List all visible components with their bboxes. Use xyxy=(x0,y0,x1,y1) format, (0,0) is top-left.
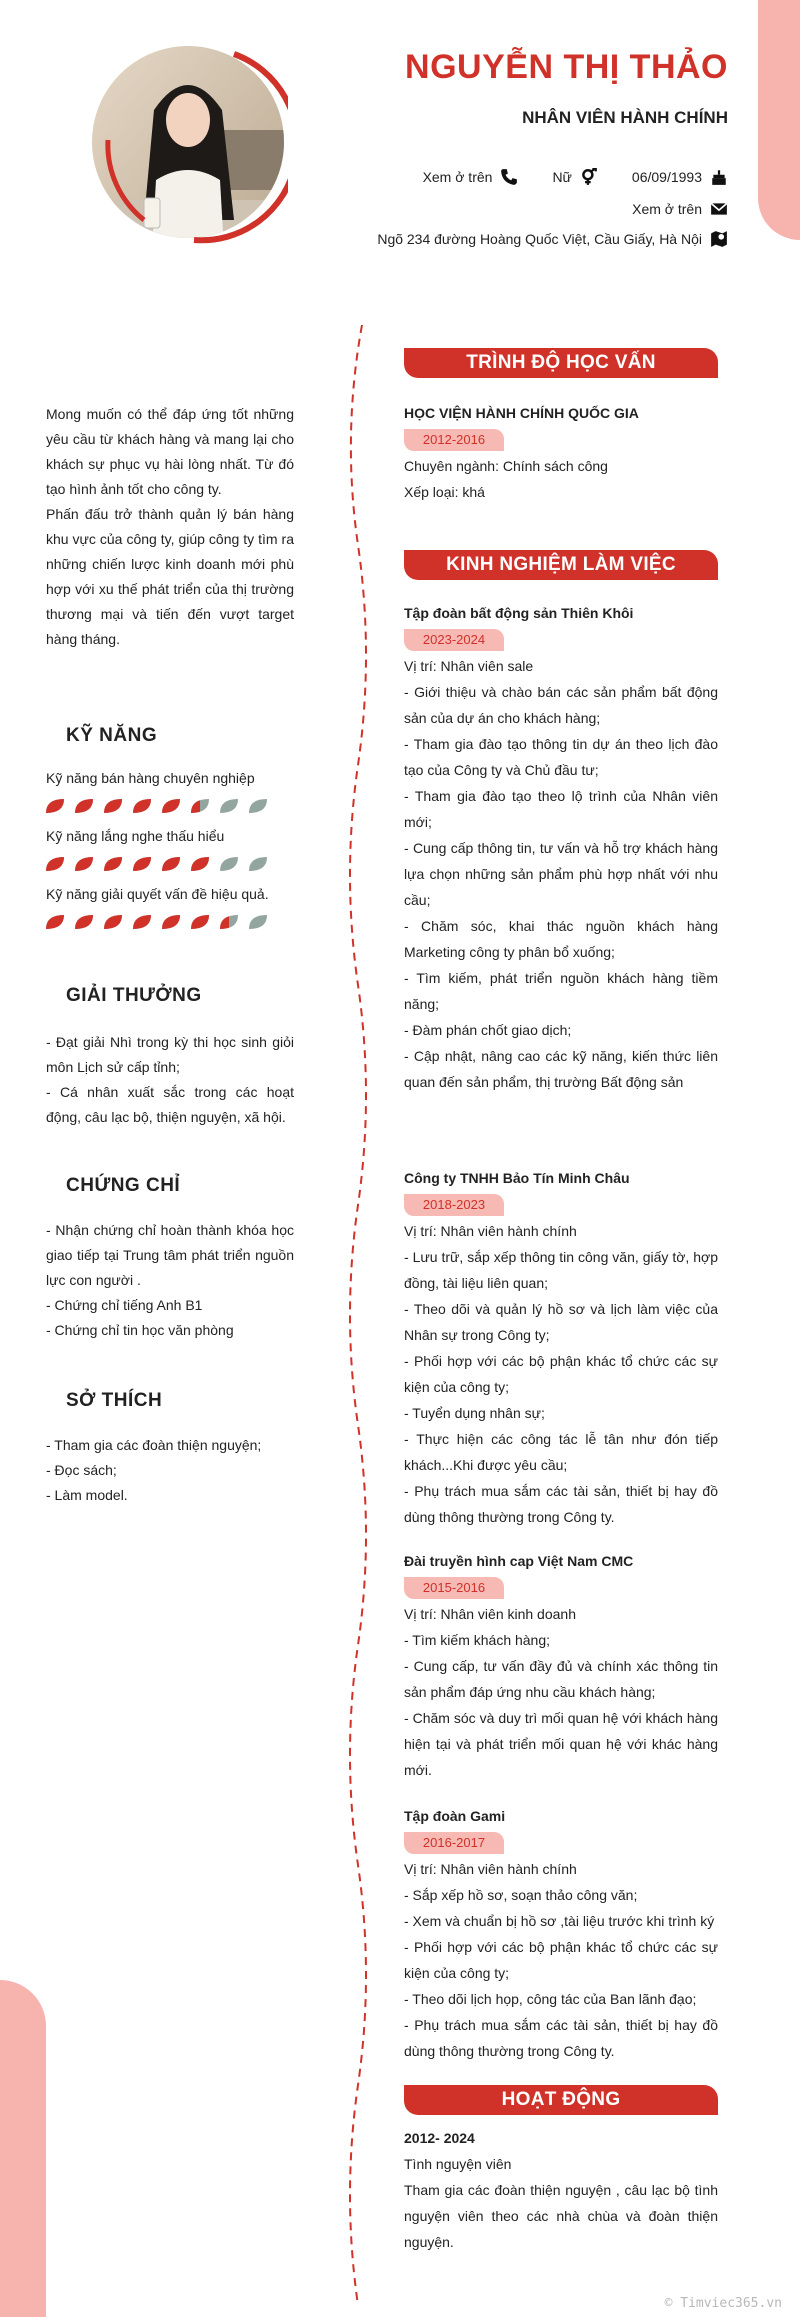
skill-rating xyxy=(44,913,269,931)
job-title: NHÂN VIÊN HÀNH CHÍNH xyxy=(522,108,728,127)
job-position: Vị trí: Nhân viên sale xyxy=(404,658,534,674)
phone-value: Xem ở trên xyxy=(422,169,493,185)
contact-row-2 xyxy=(632,200,728,218)
job-duty: - Tham gia đào tạo theo lộ trình của Nhân viên mới; xyxy=(404,788,718,830)
certificate-item-2: - Chứng chỉ tiếng Anh B1 xyxy=(46,1297,203,1313)
education-major: Chuyên ngành: Chính sách công xyxy=(404,458,608,474)
map-icon xyxy=(710,230,728,248)
gender-value: Nữ xyxy=(552,169,572,185)
job-position: Vị trí: Nhân viên hành chính xyxy=(404,1223,577,1239)
candidate-name: NGUYỄN THỊ THẢO xyxy=(405,48,728,86)
skill-rating xyxy=(44,855,269,873)
hobbies-title: SỞ THÍCH xyxy=(66,1390,163,1411)
education-grade: Xếp loại: khá xyxy=(404,484,485,500)
profile-photo xyxy=(84,20,288,260)
job-duty: - Giới thiệu và chào bán các sản phẩm bất động sản của dự án cho khách hàng; xyxy=(404,684,718,726)
divider-wave xyxy=(336,325,376,2305)
hobby-item-3: - Làm model. xyxy=(46,1487,128,1503)
activities-banner: HOẠT ĐỘNG xyxy=(404,2085,718,2115)
watermark: © Timviec365.vn xyxy=(664,2296,782,2311)
address-value: Ngõ 234 đường Hoàng Quốc Việt, Cầu Giấy, Hà Nội xyxy=(377,231,702,247)
award-item-2: - Cá nhân xuất sắc trong các hoạt động, câu lạc bộ, thiện nguyện, xã hội. xyxy=(46,1084,294,1125)
activity-period: 2012- 2024 xyxy=(404,2130,475,2146)
rating-leaf-icon xyxy=(160,797,182,815)
decor-top-right xyxy=(758,0,800,240)
hobby-item-2: - Đọc sách; xyxy=(46,1462,117,1478)
rating-leaf-icon xyxy=(44,797,66,815)
rating-leaf-icon xyxy=(73,855,95,873)
job-period: 2018-2023 xyxy=(404,1194,504,1216)
skills-title: KỸ NĂNG xyxy=(66,725,158,746)
experience-banner: KINH NGHIỆM LÀM VIỆC xyxy=(404,550,718,580)
rating-leaf-icon xyxy=(102,797,124,815)
job-duty: - Đàm phán chốt giao dịch; xyxy=(404,1022,572,1038)
activity-role: Tình nguyện viên xyxy=(404,2156,512,2172)
skill-rating xyxy=(44,797,269,815)
phone-icon xyxy=(500,168,518,186)
job-company: Tập đoàn Gami xyxy=(404,1808,506,1824)
job-duty: - Phối hợp với các bộ phận khác tổ chức các sự kiện của công ty; xyxy=(404,1353,718,1395)
rating-leaf-icon xyxy=(73,913,95,931)
job-period: 2016-2017 xyxy=(404,1832,504,1854)
education-school: HỌC VIỆN HÀNH CHÍNH QUỐC GIA xyxy=(404,405,639,421)
job-entry xyxy=(404,1548,718,1783)
job-duty: - Phụ trách mua sắm các tài sản, thiết bị hay đồ dùng thông thường trong Công ty. xyxy=(404,2017,718,2059)
job-duty: - Xem và chuẩn bị hồ sơ ,tài liệu trước khi trình ký xyxy=(404,1913,715,1929)
job-duty: - Cung cấp, tư vấn đầy đủ và chính xác thông tin sản phẩm đáp ứng nhu cầu khách hàng; xyxy=(404,1658,718,1700)
job-duty: - Thực hiện các công tác lễ tân như đón tiếp khách...Khi được yêu cầu; xyxy=(404,1431,718,1473)
rating-leaf-icon xyxy=(189,855,211,873)
job-duty: - Tuyển dụng nhân sự; xyxy=(404,1405,545,1421)
job-duty: - Lưu trữ, sắp xếp thông tin công văn, giấy tờ, hợp đồng, tài liệu liên quan; xyxy=(404,1249,718,1291)
job-entry xyxy=(404,1803,718,2064)
certificate-item-3: - Chứng chỉ tin học văn phòng xyxy=(46,1322,234,1338)
objective-section xyxy=(46,402,294,652)
rating-leaf-icon xyxy=(131,855,153,873)
job-company: Công ty TNHH Bảo Tín Minh Châu xyxy=(404,1170,630,1186)
hobbies-list xyxy=(46,1433,294,1508)
skill-label: Kỹ năng bán hàng chuyên nghiệp xyxy=(46,770,255,786)
job-company: Tập đoàn bất động sản Thiên Khôi xyxy=(404,605,634,621)
rating-leaf-icon xyxy=(218,855,240,873)
rating-leaf-icon xyxy=(218,797,240,815)
rating-leaf-icon xyxy=(102,913,124,931)
job-duty: - Tìm kiếm, phát triển nguồn khách hàng tiềm năng; xyxy=(404,970,718,1012)
rating-leaf-icon xyxy=(247,913,269,931)
awards-list xyxy=(46,1030,294,1130)
rating-leaf-icon xyxy=(131,797,153,815)
job-duty: - Tìm kiếm khách hàng; xyxy=(404,1632,551,1648)
award-item-1: - Đạt giải Nhì trong kỳ thi học sinh giỏi môn Lịch sử cấp tỉnh; xyxy=(46,1034,294,1075)
birthday-value: 06/09/1993 xyxy=(631,169,702,185)
certificates-list xyxy=(46,1218,294,1343)
job-duty: - Phối hợp với các bộ phận khác tổ chức các sự kiện của công ty; xyxy=(404,1939,718,1981)
job-duty: - Chăm sóc và duy trì mối quan hệ với khách hàng hiện tại và phát triển mối quan hệ với khác hàng mới. xyxy=(404,1710,718,1778)
job-company: Đài truyền hình cap Việt Nam CMC xyxy=(404,1553,634,1569)
education-section xyxy=(404,400,718,505)
job-duty: - Theo dõi lịch họp, công tác của Ban lãnh đạo; xyxy=(404,1991,697,2007)
rating-leaf-icon xyxy=(247,797,269,815)
job-position: Vị trí: Nhân viên hành chính xyxy=(404,1861,577,1877)
rating-leaf-icon xyxy=(189,797,211,815)
hobby-item-1: - Tham gia các đoàn thiện nguyện; xyxy=(46,1437,262,1453)
rating-leaf-icon xyxy=(247,855,269,873)
activities-section xyxy=(404,2125,718,2255)
rating-leaf-icon xyxy=(218,913,240,931)
gender-icon xyxy=(580,168,598,186)
avatar xyxy=(84,20,288,260)
email-value: Xem ở trên xyxy=(632,201,702,217)
email-icon xyxy=(710,200,728,218)
rating-leaf-icon xyxy=(160,913,182,931)
certificate-item-1: - Nhận chứng chỉ hoàn thành khóa học giao tiếp tại Trung tâm phát triển nguồn lực con người . xyxy=(46,1222,294,1288)
activity-description: Tham gia các đoàn thiện nguyện , câu lạc bộ tình nguyện viên theo các nhà chùa và đoàn thiện nguyện. xyxy=(404,2182,718,2250)
job-entry xyxy=(404,600,718,1095)
rating-leaf-icon xyxy=(102,855,124,873)
job-entry xyxy=(404,1165,718,1530)
job-duty: - Tham gia đào tạo thông tin dự án theo lịch đào tạo của Công ty và Chủ đầu tư; xyxy=(404,736,718,778)
skill-label: Kỹ năng lắng nghe thấu hiểu xyxy=(46,828,225,844)
rating-leaf-icon xyxy=(44,855,66,873)
awards-title: GIẢI THƯỞNG xyxy=(66,985,202,1006)
job-duty: - Cung cấp thông tin, tư vấn và hỗ trợ khách hàng lựa chọn những sản phẩm phù hợp nhất với nhu cầu; xyxy=(404,840,718,908)
job-duty: - Theo dõi và quản lý hồ sơ và lịch làm việc của Nhân sự trong Công ty; xyxy=(404,1301,718,1343)
job-duty: - Sắp xếp hồ sơ, soạn thảo công văn; xyxy=(404,1887,638,1903)
rating-leaf-icon xyxy=(160,855,182,873)
objective-p1: Mong muốn có thể đáp ứng tốt những yêu cầu từ khách hàng và mang lại cho khách sự phục vụ hài lòng nhất. Từ đó tạo hình ảnh tốt cho công ty. xyxy=(46,406,294,497)
cake-icon xyxy=(710,168,728,186)
job-period: 2023-2024 xyxy=(404,629,504,651)
job-position: Vị trí: Nhân viên kinh doanh xyxy=(404,1606,576,1622)
objective-p2: Phấn đấu trở thành quản lý bán hàng khu vực của công ty, giúp công ty tìm ra những chiến lược kinh doanh mới phù hợp với xu thế phát triển của thị trường thương mại và tiến đến vượt target hàng tháng. xyxy=(46,506,294,647)
rating-leaf-icon xyxy=(189,913,211,931)
contact-row-3 xyxy=(377,230,728,248)
job-period: 2015-2016 xyxy=(404,1577,504,1599)
rating-leaf-icon xyxy=(131,913,153,931)
education-banner: TRÌNH ĐỘ HỌC VẤN xyxy=(404,348,718,378)
contact-row-1 xyxy=(423,168,728,186)
decor-bottom-left xyxy=(0,1980,46,2317)
job-duty: - Chăm sóc, khai thác nguồn khách hàng Marketing công ty phân bổ xuống; xyxy=(404,918,718,960)
certificates-title: CHỨNG CHỈ xyxy=(66,1175,181,1196)
education-period: 2012-2016 xyxy=(404,429,504,451)
rating-leaf-icon xyxy=(44,913,66,931)
job-duty: - Cập nhật, nâng cao các kỹ năng, kiến thức liên quan đến sản phẩm, thị trường Bất động sản xyxy=(404,1048,718,1090)
skill-label: Kỹ năng giải quyết vấn đề hiệu quả. xyxy=(46,886,269,902)
job-duty: - Phụ trách mua sắm các tài sản, thiết bị hay đồ dùng thông thường trong Công ty. xyxy=(404,1483,718,1525)
rating-leaf-icon xyxy=(73,797,95,815)
